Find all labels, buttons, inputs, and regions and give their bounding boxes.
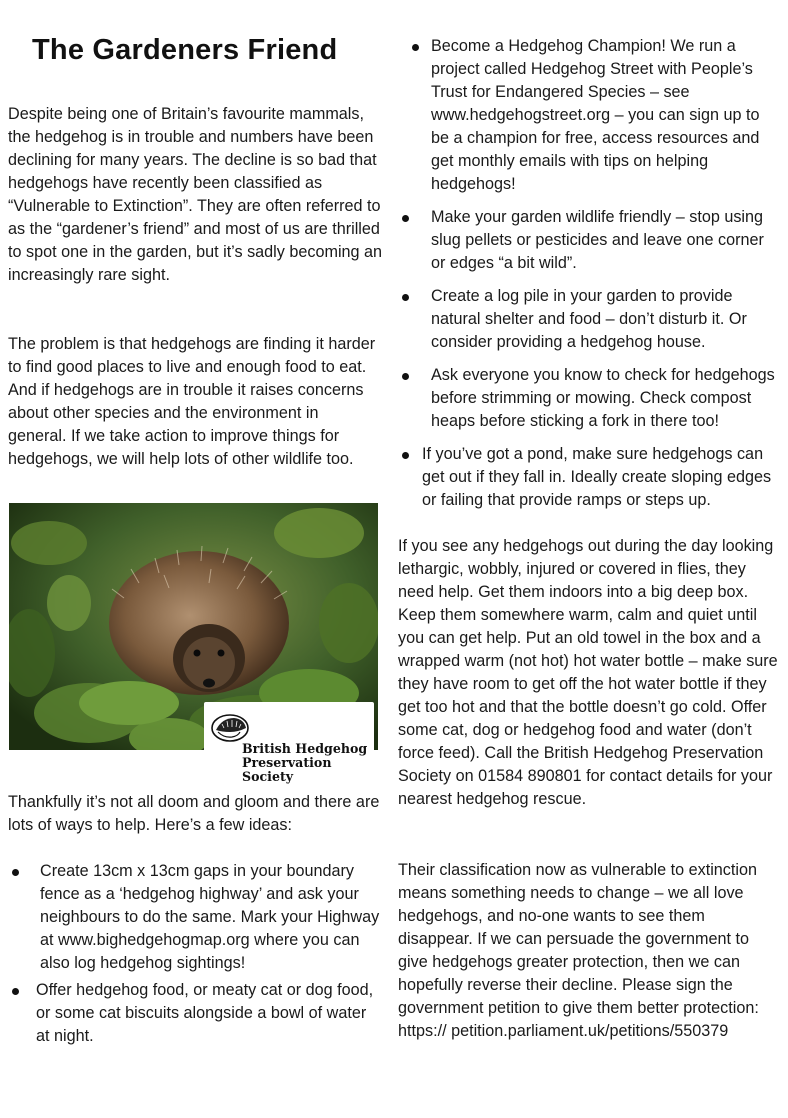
list-item	[398, 443, 780, 512]
bullet-dot	[12, 988, 19, 995]
list-item	[398, 35, 780, 196]
bullet-dot	[402, 215, 409, 222]
intro-paragraph: Despite being one of Britain’s favourite mammals, the hedgehog is in trouble and numbers have been declining for many years. The decline is so bad that hedgehogs have recently been classified as “Vulnerable to Extinction”. They are often referred to as the “gardener’s friend” and most of us are thrilled to spot one in the garden, but it’s sadly becoming an increasingly rare sight.	[8, 105, 383, 284]
list-item-text: Become a Hedgehog Champion! We run a project called Hedgehog Street with People’s Trust for Endangered Species – see www.hedgehogstreet.org – you can sign up to be a champion for free, access resources and get monthly emails with tips on helping hedgehogs!	[431, 37, 760, 193]
page-title: The Gardeners Friend	[32, 34, 338, 66]
classification-paragraph: Their classification now as vulnerable to extinction means something needs to change – we all love hedgehogs, and no-one wants to see them disappear. If we can persuade the government to give hedgehogs greater protection, then we can hopefully reverse their decline. Please sign the government petition to give them better protection: https:// petition.parliament.uk/petitions/550379	[398, 861, 759, 1040]
bullet-dot	[402, 452, 409, 459]
list-item-text: Ask everyone you know to check for hedgehogs before strimming or mowing. Check compost heaps before sticking a fork in there too!	[431, 366, 775, 430]
logo-text	[242, 742, 374, 784]
problem-paragraph: The problem is that hedgehogs are finding it harder to find good places to live and enough food to eat. And if hedgehogs are in trouble it raises concerns about other species and the environment in general. If we take action to improve things for hedgehogs, we will help lots of other wildlife too.	[8, 335, 376, 468]
bullet-dot	[12, 869, 19, 876]
right-bullet-list	[398, 35, 780, 512]
list-item-text: Create a log pile in your garden to provide natural shelter and food – don’t disturb it. Or consider providing a hedgehog house.	[431, 287, 747, 351]
thankfully-paragraph: Thankfully it’s not all doom and gloom and there are lots of ways to help. Here’s a few ideas:	[8, 793, 380, 834]
if-you-see-paragraph: If you see any hedgehogs out during the day looking lethargic, wobbly, injured or covered in flies, they need help. Get them indoors into a big deep box. Keep them somewhere warm, calm and quiet until you can get help. Put an old towel in the box and a wrapped warm (not hot) hot water bottle – make sure they have room to get off the hot water bottle if they get too hot and that the bottle doesn’t go cold. Offer some cat, dog or hedgehog food and water (don’t force feed). Call the British Hedgehog Preservation Society on 01584 890801 for contact details for your nearest hedgehog rescue.	[398, 537, 778, 808]
list-item-text: Create 13cm x 13cm gaps in your boundary fence as a ‘hedgehog highway’ and ask your neighbours to do the same. Mark your Highway at www.bighedgehogmap.org where you can also log hedgehog sightings!	[40, 862, 380, 972]
list-item	[8, 979, 384, 1048]
list-item	[398, 364, 780, 433]
logo-line2: Preservation Society	[242, 755, 332, 784]
logo-line1: British Hedgehog	[242, 741, 368, 756]
list-item-text: Offer hedgehog food, or meaty cat or dog food, or some cat biscuits alongside a bowl of water at night.	[36, 981, 374, 1045]
hedgehog-logo-icon	[210, 712, 250, 744]
list-item-text: Make your garden wildlife friendly – stop using slug pellets or pesticides and leave one corner or edges “a bit wild”.	[431, 208, 764, 272]
bullet-dot	[412, 44, 419, 51]
bhps-logo	[204, 702, 374, 784]
bullet-dot	[402, 294, 409, 301]
list-item-text: If you’ve got a pond, make sure hedgehogs can get out if they fall in. Ideally create sloping edges or failing that provide ramps or steps up.	[422, 445, 772, 509]
left-bullet-list	[8, 860, 384, 1048]
list-item	[8, 860, 384, 975]
bullet-dot	[402, 373, 409, 380]
list-item	[398, 285, 780, 354]
list-item	[398, 206, 780, 275]
